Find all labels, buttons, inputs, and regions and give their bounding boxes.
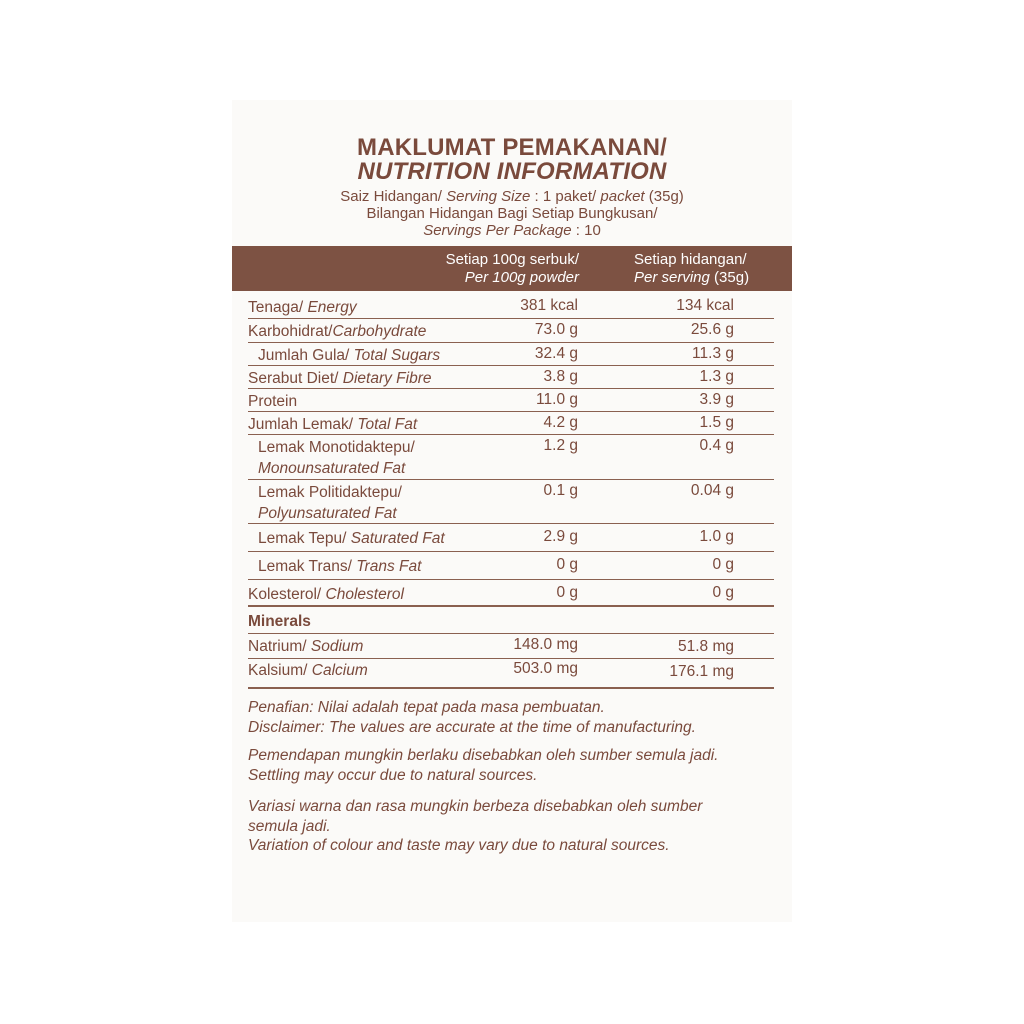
disclaimer-note: Penafian: Nilai adalah tepat pada masa pembuatan. Disclaimer: The values are accurate at the time of manufacturing. bbox=[248, 699, 696, 736]
variation-note: Variasi warna dan rasa mungkin berbeza disebabkan oleh sumber semula jadi. Variation of colour and taste may vary due to natural sources. bbox=[248, 798, 703, 854]
table-row: Kolesterol/ Cholesterol 0 g 0 g bbox=[248, 579, 774, 607]
minerals-heading: Minerals bbox=[248, 613, 311, 630]
table-row: Lemak Tepu/ Saturated Fat 2.9 g 1.0 g bbox=[248, 523, 774, 552]
table-row: Serabut Diet/ Dietary Fibre 3.8 g 1.3 g bbox=[248, 365, 774, 389]
table-row: Tenaga/ Energy 381 kcal 134 kcal bbox=[248, 294, 774, 319]
table-row: Karbohidrat/Carbohydrate 73.0 g 25.6 g bbox=[248, 318, 774, 343]
table-row: Protein 11.0 g 3.9 g bbox=[248, 388, 774, 412]
table-row: Kalsium/ Calcium 503.0 mg 176.1 mg bbox=[248, 658, 774, 689]
serving-size: Saiz Hidangan/ Serving Size : 1 paket/ packet (35g) bbox=[340, 188, 684, 205]
servings-per-package-ms: Bilangan Hidangan Bagi Setiap Bungkusan/ bbox=[366, 205, 658, 222]
servings-per-package-en: Servings Per Package : 10 bbox=[423, 222, 601, 239]
table-row: Lemak Monotidaktepu/ Monounsaturated Fat 1.2 g 0.4 g bbox=[248, 434, 774, 480]
table-row: Jumlah Gula/ Total Sugars 32.4 g 11.3 g bbox=[248, 342, 774, 366]
header-per-serving: Setiap hidangan/ Per serving (35g) bbox=[634, 251, 750, 286]
header-per-100g: Setiap 100g serbuk/ Per 100g powder bbox=[445, 251, 579, 286]
title-malay: MAKLUMAT PEMAKANAN/ bbox=[357, 134, 667, 161]
settling-note: Pemendapan mungkin berlaku disebabkan oleh sumber semula jadi. Settling may occur due to natural sources. bbox=[248, 747, 719, 784]
table-row: Lemak Politidaktepu/ Polyunsaturated Fat 0.1 g 0.04 g bbox=[248, 479, 774, 524]
table-header bbox=[232, 246, 792, 291]
table-row: Jumlah Lemak/ Total Fat 4.2 g 1.5 g bbox=[248, 411, 774, 435]
minerals-heading-row bbox=[248, 607, 774, 634]
table-row: Lemak Trans/ Trans Fat 0 g 0 g bbox=[248, 551, 774, 580]
nutrition-panel bbox=[232, 100, 792, 922]
title-english: NUTRITION INFORMATION bbox=[357, 158, 667, 185]
table-row: Natrium/ Sodium 148.0 mg 51.8 mg bbox=[248, 633, 774, 659]
